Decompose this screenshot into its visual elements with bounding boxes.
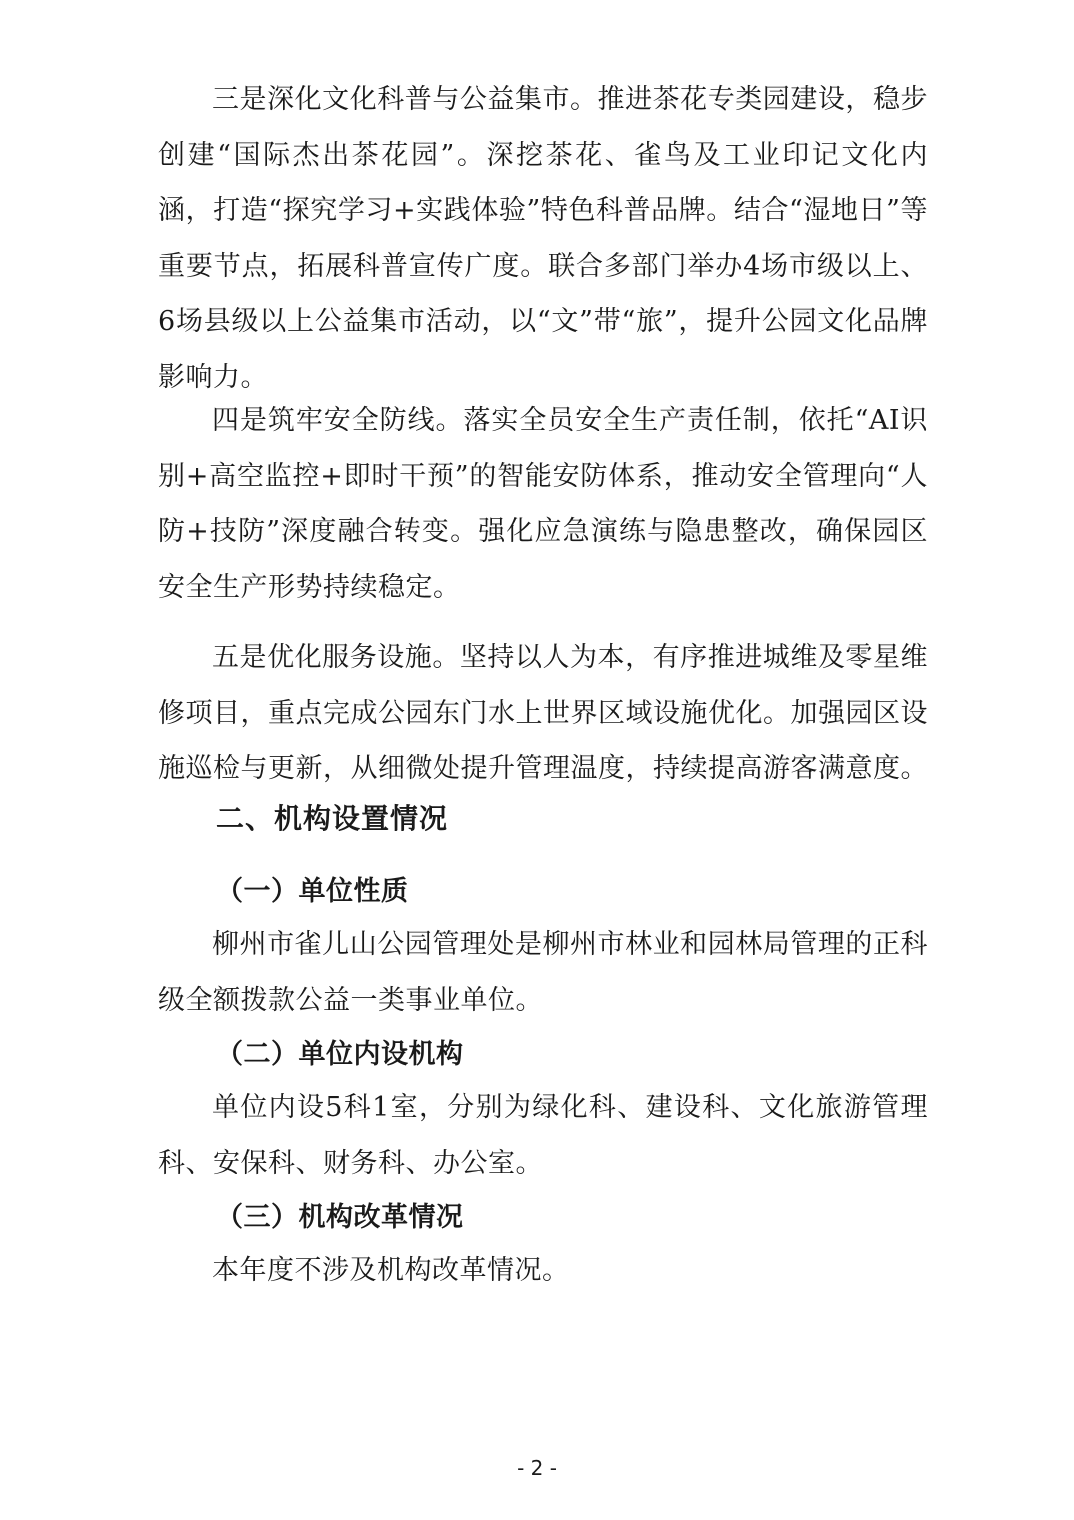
paragraph-internal-structure: 单位内设5科1室，分别为绿化科、建设科、文化旅游管理科、安保科、财务科、办公室。 <box>158 1092 928 1179</box>
subheading-unit-nature: （一）单位性质 <box>216 876 409 907</box>
page-number: - 2 - <box>517 1456 557 1480</box>
paragraph-service-facilities: 五是优化服务设施。坚持以人为本，有序推进城维及零星维修项目，重点完成公园东门水上世界区域设施优化。加强园区设施巡检与更新，从细微处提升管理温度，持续提高游客满意度。 <box>158 642 928 784</box>
section-heading: 二、机构设置情况 <box>216 802 449 835</box>
subheading-internal-structure: （二）单位内设机构 <box>216 1039 464 1070</box>
subheading-reform: （三）机构改革情况 <box>216 1202 464 1233</box>
paragraph-unit-nature: 柳州市雀儿山公园管理处是柳州市林业和园林局管理的正科级全额拨款公益一类事业单位。 <box>158 929 928 1016</box>
paragraph-reform: 本年度不涉及机构改革情况。 <box>212 1255 570 1286</box>
paragraph-cultural-science: 三是深化文化科普与公益集市。推进茶花专类园建设，稳步创建“国际杰出茶花园”。深挖茶花、雀鸟及工业印记文化内涵，打造“探究学习+实践体验”特色科普品牌。结合“湿地日”等重要节点，拓展科普宣传广度。联合多部门举办4场市级以上、6场县级以上公益集市活动，以“文”带“旅”，提升公园文化品牌影响力。 <box>158 84 928 393</box>
paragraph-safety: 四是筑牢安全防线。落实全员安全生产责任制，依托“AI识别+高空监控+即时干预”的智能安防体系，推动安全管理向“人防+技防”深度融合转变。强化应急演练与隐患整改，确保园区安全生产形势持续稳定。 <box>158 405 928 603</box>
